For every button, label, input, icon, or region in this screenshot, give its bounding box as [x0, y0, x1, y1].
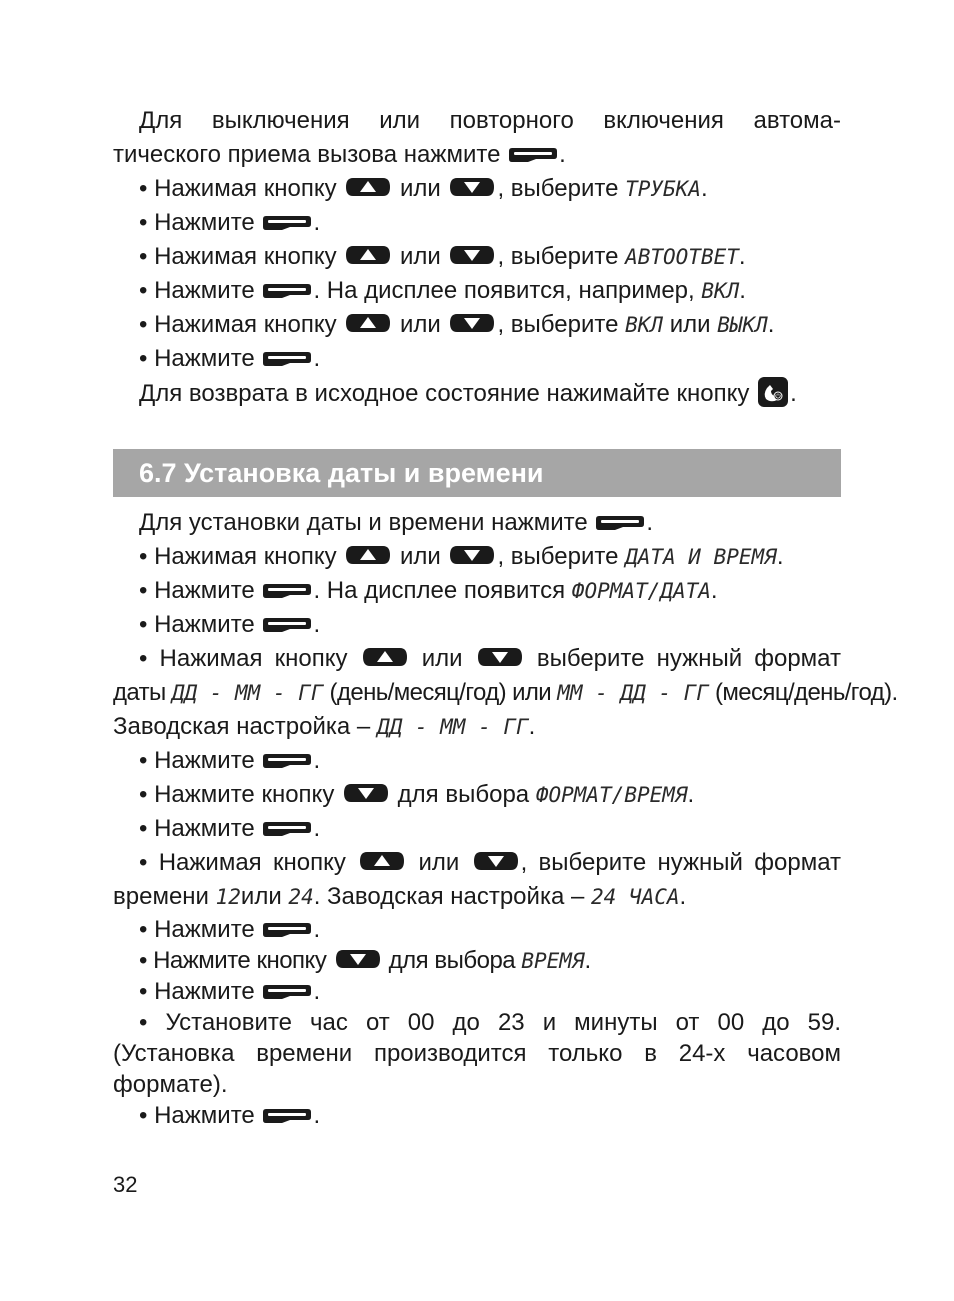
intro-text: тического приема вызова нажмите: [113, 141, 501, 168]
instruction-text: для выбора: [388, 947, 516, 974]
soft-key-icon: [262, 616, 312, 633]
list-item: [113, 778, 841, 812]
display-text: ДД - ММ - ГГ: [376, 715, 529, 739]
list-item: [113, 342, 841, 376]
soft-key-icon: [595, 514, 645, 531]
display-text: ФОРМАТ/ДАТА: [571, 579, 711, 603]
punct: .: [584, 947, 591, 974]
instruction-text: • Нажмите: [139, 815, 255, 842]
punct: .: [679, 883, 687, 910]
display-text: ВКЛ: [625, 313, 664, 337]
return-line: [113, 376, 841, 410]
punct: .: [313, 1102, 321, 1129]
intro-text: Для выключения или повторного включения автома-: [139, 107, 841, 134]
intro-line-2: [113, 138, 841, 172]
list-item: [113, 172, 841, 206]
list-item: [113, 1007, 841, 1038]
instruction-text: или: [399, 311, 441, 338]
auto-answer-section: [113, 104, 841, 410]
instruction-text: Заводская настройка –: [113, 713, 371, 740]
punct: .: [776, 543, 784, 570]
instruction-text: • Нажмите: [139, 345, 255, 372]
section-title: 6.7 Установка даты и времени: [139, 458, 544, 488]
note-line: [113, 1038, 841, 1069]
instruction-text: Для возврата в исходное состояние нажимайте кнопку: [139, 380, 750, 407]
soft-key-icon: [508, 146, 558, 163]
punct: .: [710, 577, 718, 604]
instruction-text: , выберите: [497, 543, 619, 570]
punct: .: [559, 141, 566, 168]
punct: .: [687, 781, 695, 808]
punct: .: [313, 815, 321, 842]
instruction-text: • Нажмите: [139, 209, 255, 236]
section-header: [113, 449, 841, 497]
factory-default-line: [113, 710, 841, 744]
down-arrow-key-icon: [335, 949, 381, 969]
instruction-text: , выберите: [497, 243, 619, 270]
punct: .: [313, 345, 321, 372]
punct: .: [646, 509, 654, 536]
list-item: [113, 540, 841, 574]
list-item: [113, 976, 841, 1007]
down-arrow-key-icon: [449, 313, 495, 333]
soft-key-icon: [262, 1107, 312, 1124]
instruction-text: (день/месяц/год) или: [329, 679, 552, 706]
punct: .: [528, 713, 536, 740]
list-item: [113, 744, 841, 778]
instruction-text: , выберите: [497, 175, 619, 202]
up-arrow-key-icon: [362, 647, 408, 667]
time-format-line: [113, 880, 841, 914]
display-text: ФОРМАТ/ВРЕМЯ: [535, 783, 688, 807]
display-text: ВКЛ: [701, 279, 740, 303]
punct: .: [700, 175, 708, 202]
punct: .: [313, 978, 321, 1005]
list-item: [113, 812, 841, 846]
instruction-text: или: [399, 175, 441, 202]
instruction-text: . На дисплее появится, например,: [313, 277, 695, 304]
up-arrow-key-icon: [345, 245, 391, 265]
punct: .: [313, 611, 321, 638]
punct: .: [738, 243, 746, 270]
date-time-section: [113, 506, 898, 1131]
instruction-text: формате).: [113, 1071, 228, 1098]
instruction-text: • Нажимая кнопку: [139, 311, 337, 338]
instruction-text: или: [240, 883, 282, 910]
soft-key-icon: [262, 582, 312, 599]
list-item: [113, 308, 841, 342]
instruction-text: • Установите час от 00 до 23 и минуты от 00 до 59.: [139, 1009, 841, 1036]
list-intro: [113, 506, 841, 540]
instruction-text: • Нажимая кнопку: [139, 543, 337, 570]
punct: .: [313, 209, 321, 236]
instruction-text: • Нажмите кнопку: [139, 947, 327, 974]
down-arrow-key-icon: [449, 245, 495, 265]
down-arrow-key-icon: [449, 545, 495, 565]
instruction-text: выберите нужный формат: [536, 645, 841, 672]
list-item: [113, 240, 841, 274]
list-item: [113, 574, 841, 608]
instruction-text: • Нажмите: [139, 1102, 255, 1129]
instruction-text: • Нажимая кнопку: [139, 849, 346, 876]
up-arrow-key-icon: [345, 313, 391, 333]
instruction-text: • Нажмите: [139, 978, 255, 1005]
instruction-text: , выберите нужный формат: [520, 849, 841, 876]
list-item: [113, 1100, 841, 1131]
list-item: [113, 945, 841, 976]
instruction-text: или: [669, 311, 711, 338]
soft-key-icon: [262, 350, 312, 367]
soft-key-icon: [262, 282, 312, 299]
display-text: ДАТА И ВРЕМЯ: [625, 545, 777, 569]
format-line: [113, 676, 898, 710]
list-item: [113, 274, 841, 308]
instruction-text: или: [399, 243, 441, 270]
instruction-text: • Нажимая кнопку: [139, 645, 348, 672]
display-text: ТРУБКА: [625, 177, 701, 201]
instruction-text: • Нажмите: [139, 916, 255, 943]
instruction-text: или: [418, 849, 460, 876]
punct: .: [739, 277, 746, 304]
instruction-text: для выбора: [397, 781, 530, 808]
instruction-text: • Нажмите: [139, 277, 255, 304]
display-text: ВЫКЛ: [717, 313, 768, 337]
instruction-text: или: [421, 645, 463, 672]
instruction-text: • Нажмите: [139, 611, 255, 638]
intro-line-1: [113, 104, 841, 138]
list-item: [113, 608, 841, 642]
soft-key-icon: [262, 752, 312, 769]
down-arrow-key-icon: [449, 177, 495, 197]
punct: .: [790, 380, 797, 407]
note-line: [113, 1069, 841, 1100]
list-item: [113, 846, 841, 880]
instruction-text: • Нажимая кнопку: [139, 175, 337, 202]
instruction-text: . На дисплее появится: [313, 577, 566, 604]
list-item: [113, 914, 841, 945]
page-number: 32: [113, 1172, 138, 1197]
display-text: 24: [288, 885, 314, 909]
display-text: ММ - ДД - ГГ: [557, 681, 709, 705]
soft-key-icon: [262, 921, 312, 938]
up-arrow-key-icon: [345, 177, 391, 197]
soft-key-icon: [262, 820, 312, 837]
down-arrow-key-icon: [473, 851, 519, 871]
instruction-text: , выберите: [497, 311, 619, 338]
punct: .: [313, 916, 321, 943]
up-arrow-key-icon: [345, 545, 391, 565]
punct: .: [767, 311, 775, 338]
instruction-text: даты: [113, 679, 166, 706]
down-arrow-key-icon: [343, 783, 389, 803]
list-item: [113, 642, 841, 676]
down-arrow-key-icon: [477, 647, 523, 667]
up-arrow-key-icon: [359, 851, 405, 871]
instruction-text: (месяц/день/год).: [714, 679, 898, 706]
display-text: 12: [215, 885, 241, 909]
instruction-text: времени: [113, 883, 209, 910]
instruction-text: • Нажмите кнопку: [139, 781, 335, 808]
instruction-text: • Нажмите: [139, 747, 255, 774]
instruction-text: . Заводская настройка –: [313, 883, 585, 910]
instruction-text: • Нажмите: [139, 577, 255, 604]
soft-key-icon: [262, 983, 312, 1000]
display-text: АВТООТВЕТ: [625, 245, 739, 269]
instruction-text: (Установка времени производится только в 24-х часовом: [113, 1040, 841, 1067]
soft-key-icon: [262, 214, 312, 231]
instruction-text: или: [399, 543, 441, 570]
end-call-key-icon: [757, 376, 789, 408]
list-item: [113, 206, 841, 240]
display-text: ДД - ММ - ГГ: [171, 681, 324, 705]
instruction-text: Для установки даты и времени нажмите: [139, 509, 588, 536]
display-text: 24 ЧАСА: [591, 885, 680, 909]
instruction-text: • Нажимая кнопку: [139, 243, 337, 270]
display-text: ВРЕМЯ: [521, 949, 585, 973]
punct: .: [313, 747, 321, 774]
